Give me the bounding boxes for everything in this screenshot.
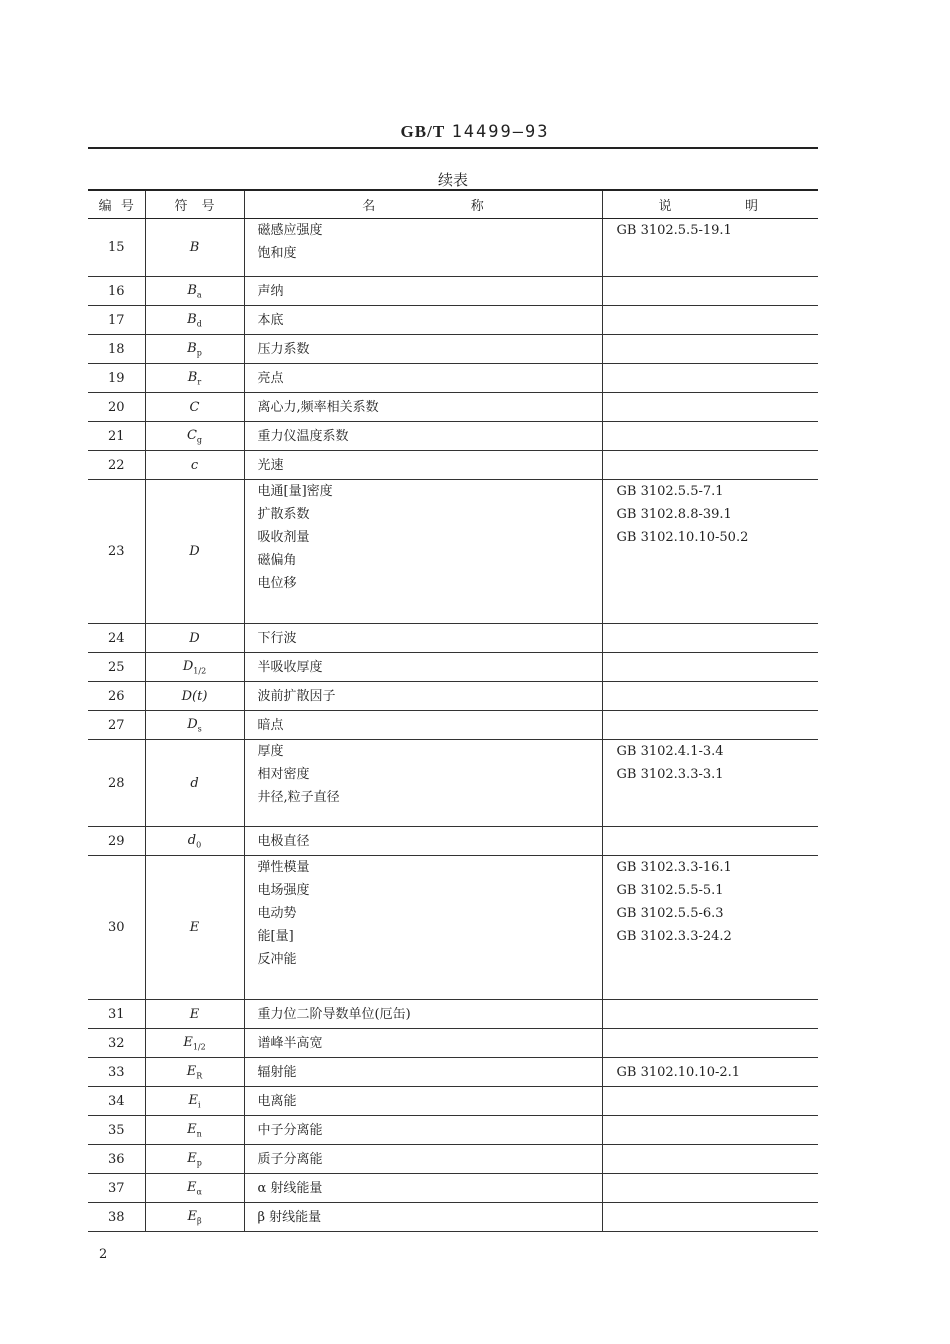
row-name: 辐射能 (244, 1058, 602, 1087)
row-name: 暗点 (244, 711, 602, 740)
row-note (602, 711, 818, 740)
row-symbol: $E_i$ (145, 1087, 244, 1116)
table-row (88, 827, 818, 856)
table-row (88, 1174, 818, 1203)
row-name: 光速 (244, 451, 602, 480)
row-symbol: D (145, 624, 244, 653)
row-number: 21 (88, 422, 145, 451)
row-name: 谱峰半高宽 (244, 1029, 602, 1058)
table-caption: 续表 (437, 171, 468, 189)
row-note: GB 3102.4.1-3.4 GB 3102.3.3-3.1 (602, 740, 818, 827)
table-row (88, 682, 818, 711)
table-row (88, 393, 818, 422)
table-row (88, 1000, 818, 1029)
row-number: 36 (88, 1145, 145, 1174)
row-note: GB 3102.10.10-2.1 (602, 1058, 818, 1087)
table-row (88, 480, 818, 624)
row-symbol: $C_g$ (145, 422, 244, 451)
row-symbol: D(t) (145, 682, 244, 711)
table-row (88, 1145, 818, 1174)
table-row (88, 277, 818, 306)
header-rule (88, 147, 818, 149)
table-row (88, 653, 818, 682)
row-note: GB 3102.5.5-19.1 (602, 219, 818, 277)
row-symbol: $B_d$ (145, 306, 244, 335)
row-number: 30 (88, 856, 145, 1000)
table-row (88, 1203, 818, 1232)
row-name: 离心力,频率相关系数 (244, 393, 602, 422)
row-note (602, 451, 818, 480)
row-number: 19 (88, 364, 145, 393)
table-row (88, 306, 818, 335)
row-name: 重力位二阶导数单位(厄缶) (244, 1000, 602, 1029)
row-note (602, 422, 818, 451)
row-symbol: B (145, 219, 244, 277)
row-name: 亮点 (244, 364, 602, 393)
table-row (88, 1058, 818, 1087)
row-number: 23 (88, 480, 145, 624)
row-symbol: $B_a$ (145, 277, 244, 306)
row-note (602, 335, 818, 364)
table-row (88, 335, 818, 364)
row-number: 31 (88, 1000, 145, 1029)
row-number: 25 (88, 653, 145, 682)
table-row (88, 1116, 818, 1145)
row-number: 16 (88, 277, 145, 306)
row-number: 27 (88, 711, 145, 740)
row-note (602, 277, 818, 306)
header-name: 名 称 (244, 190, 602, 219)
row-name: 波前扩散因子 (244, 682, 602, 711)
header-symbol: 符 号 (145, 190, 244, 219)
row-note (602, 1174, 818, 1203)
row-symbol: $d_0$ (145, 827, 244, 856)
row-note (602, 1029, 818, 1058)
row-number: 37 (88, 1174, 145, 1203)
row-number: 33 (88, 1058, 145, 1087)
page-number: 2 (99, 1247, 108, 1262)
table-row (88, 219, 818, 277)
row-symbol: $E_{1/2}$ (145, 1029, 244, 1058)
table-header-row (88, 190, 818, 219)
row-note: GB 3102.3.3-16.1 GB 3102.5.5-5.1 GB 3102.5.5-6.3 GB 3102.3.3-24.2 (602, 856, 818, 1000)
row-note (602, 364, 818, 393)
row-name: 厚度 相对密度 井径,粒子直径 (244, 740, 602, 827)
row-number: 15 (88, 219, 145, 277)
table-row (88, 1029, 818, 1058)
row-number: 29 (88, 827, 145, 856)
row-name: 下行波 (244, 624, 602, 653)
standard-header (0, 122, 950, 142)
table-row (88, 364, 818, 393)
row-note (602, 1145, 818, 1174)
row-number: 20 (88, 393, 145, 422)
row-number: 24 (88, 624, 145, 653)
row-name: 磁感应强度 饱和度 (244, 219, 602, 277)
table-row (88, 740, 818, 827)
row-symbol: $B_p$ (145, 335, 244, 364)
row-number: 18 (88, 335, 145, 364)
row-name: 重力仪温度系数 (244, 422, 602, 451)
row-symbol: C (145, 393, 244, 422)
row-name: 半吸收厚度 (244, 653, 602, 682)
table-row (88, 624, 818, 653)
row-symbol: $E_p$ (145, 1145, 244, 1174)
row-name: 质子分离能 (244, 1145, 602, 1174)
row-number: 38 (88, 1203, 145, 1232)
row-note (602, 653, 818, 682)
row-name: 电极直径 (244, 827, 602, 856)
row-note (602, 682, 818, 711)
row-symbol: $E_\alpha$ (145, 1174, 244, 1203)
table-row (88, 711, 818, 740)
row-name: 电通[量]密度 扩散系数 吸收剂量 磁偏角 电位移 (244, 480, 602, 624)
row-name: 声纳 (244, 277, 602, 306)
symbol-table (88, 189, 818, 1232)
row-name: 压力系数 (244, 335, 602, 364)
row-symbol: c (145, 451, 244, 480)
row-symbol: D (145, 480, 244, 624)
row-symbol: $E_n$ (145, 1116, 244, 1145)
row-number: 17 (88, 306, 145, 335)
table-row (88, 451, 818, 480)
header-note: 说 明 (602, 190, 818, 219)
row-note (602, 1116, 818, 1145)
row-symbol: $D_s$ (145, 711, 244, 740)
row-symbol: E (145, 1000, 244, 1029)
row-symbol: $D_{1/2}$ (145, 653, 244, 682)
row-name: β 射线能量 (244, 1203, 602, 1232)
row-number: 22 (88, 451, 145, 480)
row-symbol: $E_\beta$ (145, 1203, 244, 1232)
row-symbol: d (145, 740, 244, 827)
table-row (88, 856, 818, 1000)
row-name: 电离能 (244, 1087, 602, 1116)
row-name: α 射线能量 (244, 1174, 602, 1203)
row-note (602, 1087, 818, 1116)
row-note (602, 306, 818, 335)
row-number: 34 (88, 1087, 145, 1116)
table-row (88, 1087, 818, 1116)
row-name: 本底 (244, 306, 602, 335)
row-name: 中子分离能 (244, 1116, 602, 1145)
row-note (602, 393, 818, 422)
row-note (602, 827, 818, 856)
row-note (602, 1203, 818, 1232)
row-number: 28 (88, 740, 145, 827)
table-body (88, 219, 818, 1232)
row-note (602, 1000, 818, 1029)
row-note (602, 624, 818, 653)
standard-prefix: GB/T (400, 122, 446, 141)
standard-number: 14499—93 (451, 122, 550, 142)
row-number: 35 (88, 1116, 145, 1145)
row-number: 32 (88, 1029, 145, 1058)
row-symbol: E (145, 856, 244, 1000)
header-no: 编 号 (88, 190, 145, 219)
row-symbol: $B_r$ (145, 364, 244, 393)
row-number: 26 (88, 682, 145, 711)
row-note: GB 3102.5.5-7.1 GB 3102.8.8-39.1 GB 3102.10.10-50.2 (602, 480, 818, 624)
row-symbol: $E_R$ (145, 1058, 244, 1087)
row-name: 弹性模量 电场强度 电动势 能[量] 反冲能 (244, 856, 602, 1000)
table-row (88, 422, 818, 451)
